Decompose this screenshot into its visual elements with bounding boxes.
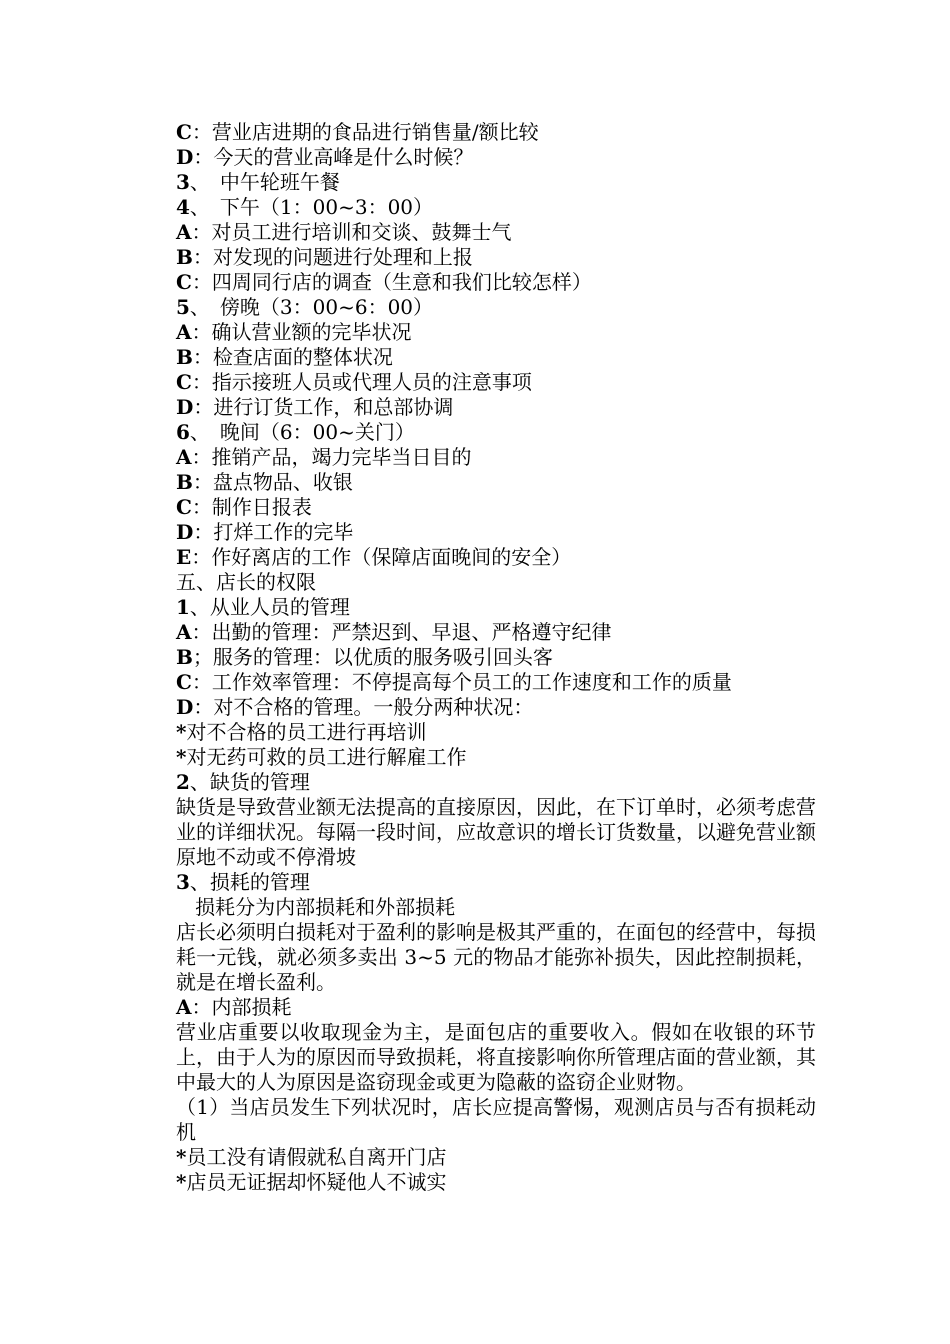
text-line: C：指示接班人员或代理人员的注意事项 [176, 370, 532, 394]
document-body [176, 120, 816, 1195]
text-line: B：检查店面的整体状况 [176, 345, 393, 369]
paragraph-intro: 损耗分为内部损耗和外部损耗 [176, 895, 456, 919]
paragraph-internal-loss: 营业店重要以收取现金为主，是面包店的重要收入。假如在收银的环节上，由于人为的原因而导致损耗，将直接影响你所管理店面的营业额，其中最大的人为原因是盗窃现金或更为隐蔽的盗窃企业财物。 [176, 1020, 816, 1094]
text-line: C：工作效率管理：不停提高每个员工的工作速度和工作的质量 [176, 670, 732, 694]
section-heading: 五、店长的权限 [176, 570, 316, 594]
text-line: A：推销产品，竭力完毕当日目的 [176, 445, 472, 469]
text-line: E：作好离店的工作（保障店面晚间的安全） [176, 545, 572, 569]
text-line: D：进行订货工作，和总部协调 [176, 395, 454, 419]
text-line: 4、 下午（1：00~3：00） [176, 195, 434, 219]
paragraph-alert: （1）当店员发生下列状况时，店长应提高警惕，观测店员与否有损耗动机 [176, 1095, 816, 1144]
text-line: 6、 晚间（6：00~关门） [176, 420, 415, 444]
text-line: 5、 傍晚（3：00~6：00） [176, 295, 434, 319]
text-line: B：盘点物品、收银 [176, 470, 353, 494]
text-line: A：内部损耗 [176, 995, 292, 1019]
paragraph-shortage: 缺货是导致营业额无法提高的直接原因，因此，在下订单时，必须考虑营业的详细状况。每隔一段时间，应故意识的增长订货数量，以避免营业额原地不动或不停滑坡 [176, 795, 816, 869]
text-line: 2、缺货的管理 [176, 770, 310, 794]
text-line: 3、损耗的管理 [176, 870, 310, 894]
paragraph-loss: 店长必须明白损耗对于盈利的影响是极其严重的，在面包的经营中，每损耗一元钱，就必须多卖出 3~5 元的物品才能弥补损失，因此控制损耗，就是在增长盈利。 [176, 920, 816, 994]
text-line: C：制作日报表 [176, 495, 312, 519]
text-line: D：今天的营业高峰是什么时候？ [176, 145, 474, 169]
text-line: C：四周同行店的调查（生意和我们比较怎样） [176, 270, 592, 294]
text-line: B；服务的管理：以优质的服务吸引回头客 [176, 645, 553, 669]
text-line: A：出勤的管理：严禁迟到、早退、严格遵守纪律 [176, 620, 612, 644]
text-line: 3、 中午轮班午餐 [176, 170, 340, 194]
text-line: C：营业店进期的食品进行销售量/额比较 [176, 120, 539, 144]
bullet-line: *店员无证据却怀疑他人不诚实 [176, 1170, 447, 1194]
bullet-line: *对无药可救的员工进行解雇工作 [176, 745, 467, 769]
text-line: D：打烊工作的完毕 [176, 520, 354, 544]
bullet-line: *对不合格的员工进行再培训 [176, 720, 427, 744]
text-line: A：确认营业额的完毕状况 [176, 320, 412, 344]
text-line: B：对发现的问题进行处理和上报 [176, 245, 473, 269]
text-line: D：对不合格的管理。一般分两种状况： [176, 695, 534, 719]
text-line: A：对员工进行培训和交谈、鼓舞士气 [176, 220, 512, 244]
text-line: 1、从业人员的管理 [176, 595, 350, 619]
bullet-line: *员工没有请假就私自离开门店 [176, 1145, 447, 1169]
